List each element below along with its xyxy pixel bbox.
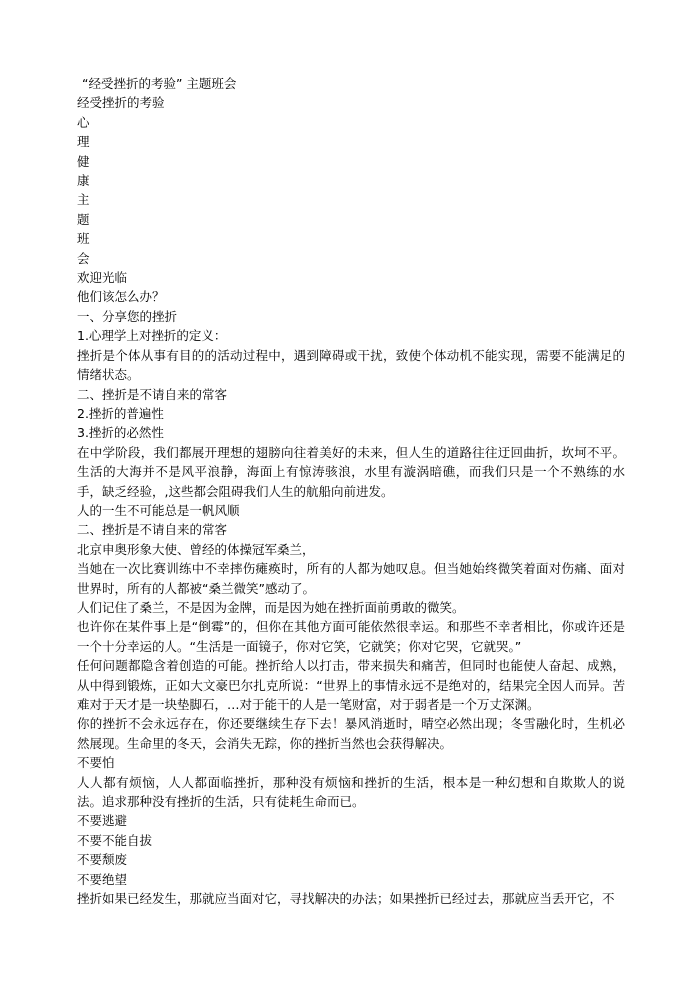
vertical-char: 主	[77, 192, 90, 208]
vertical-char: 健	[77, 153, 90, 169]
paragraph: 挫折是个体从事有目的的活动过程中，遇到障碍或干扰，致使个体动机不能实现，需要不能满足的情绪状态。	[77, 347, 625, 383]
subheading: 2.挫折的普遍性	[77, 405, 164, 421]
paragraph: 当她在一次比赛训练中不幸摔伤瘫痪时，所有的人都为她叹息。但当她始终微笑着面对伤痛、面对世界时，所有的人都被“桑兰微笑”感动了。	[77, 561, 625, 596]
document-body	[77, 74, 625, 908]
paragraph: 你的挫折不会永远存在，你还要继续生存下去！暴风消逝时，晴空必然出现；冬雪融化时，生机必然展现。生命里的冬天，会消失无踪，你的挫折当然也会获得解决。	[77, 716, 625, 751]
text-line: 北京申奥形象大使、曾经的体操冠军桑兰，	[77, 541, 315, 557]
section-heading: 二、挫折是不请自来的常客	[77, 386, 228, 402]
paragraph: 任何问题都隐含着创造的可能。挫折给人以打击，带来损失和痛苦，但同时也能使人奋起、成熟，从中得到锻炼，正如大文豪巴尔扎克所说：“世界上的事情永远不是绝对的，结果完全因人而异。苦难对于天才是一块垫脚石，…对于能干的人是一笔财富，对于弱者是一个万丈深渊。	[77, 658, 625, 712]
text-line: 不要绝望	[77, 871, 128, 887]
text-line: 不要逃避	[77, 813, 128, 829]
text-line: 人的一生不可能总是一帆风顺	[77, 502, 240, 518]
heading-main: 经受挫折的考验	[77, 95, 165, 111]
text-line: 不要怕	[77, 755, 115, 771]
document-title: “经受挫折的考验” 主题班会	[82, 76, 237, 91]
section-heading: 一、分享您的挫折	[77, 308, 178, 324]
paragraph: 人人都有烦恼，人人都面临挫折，那种没有烦恼和挫折的生活，根本是一种幻想和自欺欺人的说法。追求那种没有挫折的生活，只有徒耗生命而已。	[77, 774, 625, 810]
vertical-char: 题	[77, 211, 90, 227]
vertical-char: 康	[77, 173, 90, 189]
text-line: 人们记住了桑兰，不是因为金牌，而是因为她在挫折面前勇敢的微笑。	[77, 599, 465, 615]
paragraph: 在中学阶段，我们都展开理想的翅膀向往着美好的未来，但人生的道路往往迂回曲折，坎坷不平。生活的大海并不是风平浪静，海面上有惊涛骇浪，水里有漩涡暗礁，而我们只是一个不熟练的水手，缺乏经验，,这些都会阻碍我们人生的航船向前进发。	[77, 444, 625, 499]
section-heading: 二、挫折是不请自来的常客	[77, 522, 228, 538]
subheading: 1.心理学上对挫折的定义：	[77, 328, 227, 344]
text-line: 挫折如果已经发生，那就应当面对它，寻找解决的办法；如果挫折已经过去，那就应当丢开它，不	[77, 891, 615, 907]
text-line: 不要颓废	[77, 852, 128, 868]
vertical-char: 会	[77, 250, 90, 266]
welcome-text: 欢迎光临	[77, 270, 128, 286]
vertical-char: 班	[77, 231, 90, 247]
text-line: 不要不能自拔	[77, 832, 153, 848]
question-text: 他们该怎么办？	[77, 289, 165, 305]
subheading: 3.挫折的必然性	[77, 425, 164, 441]
paragraph: 也许你在某件事上是“倒霉”的，但你在其他方面可能依然很幸运。和那些不幸者相比，你或许还是一个十分幸运的人。“生活是一面镜子，你对它笑，它就笑；你对它哭，它就哭。”	[77, 619, 625, 654]
vertical-char: 心	[77, 114, 90, 130]
vertical-char: 理	[77, 134, 90, 150]
